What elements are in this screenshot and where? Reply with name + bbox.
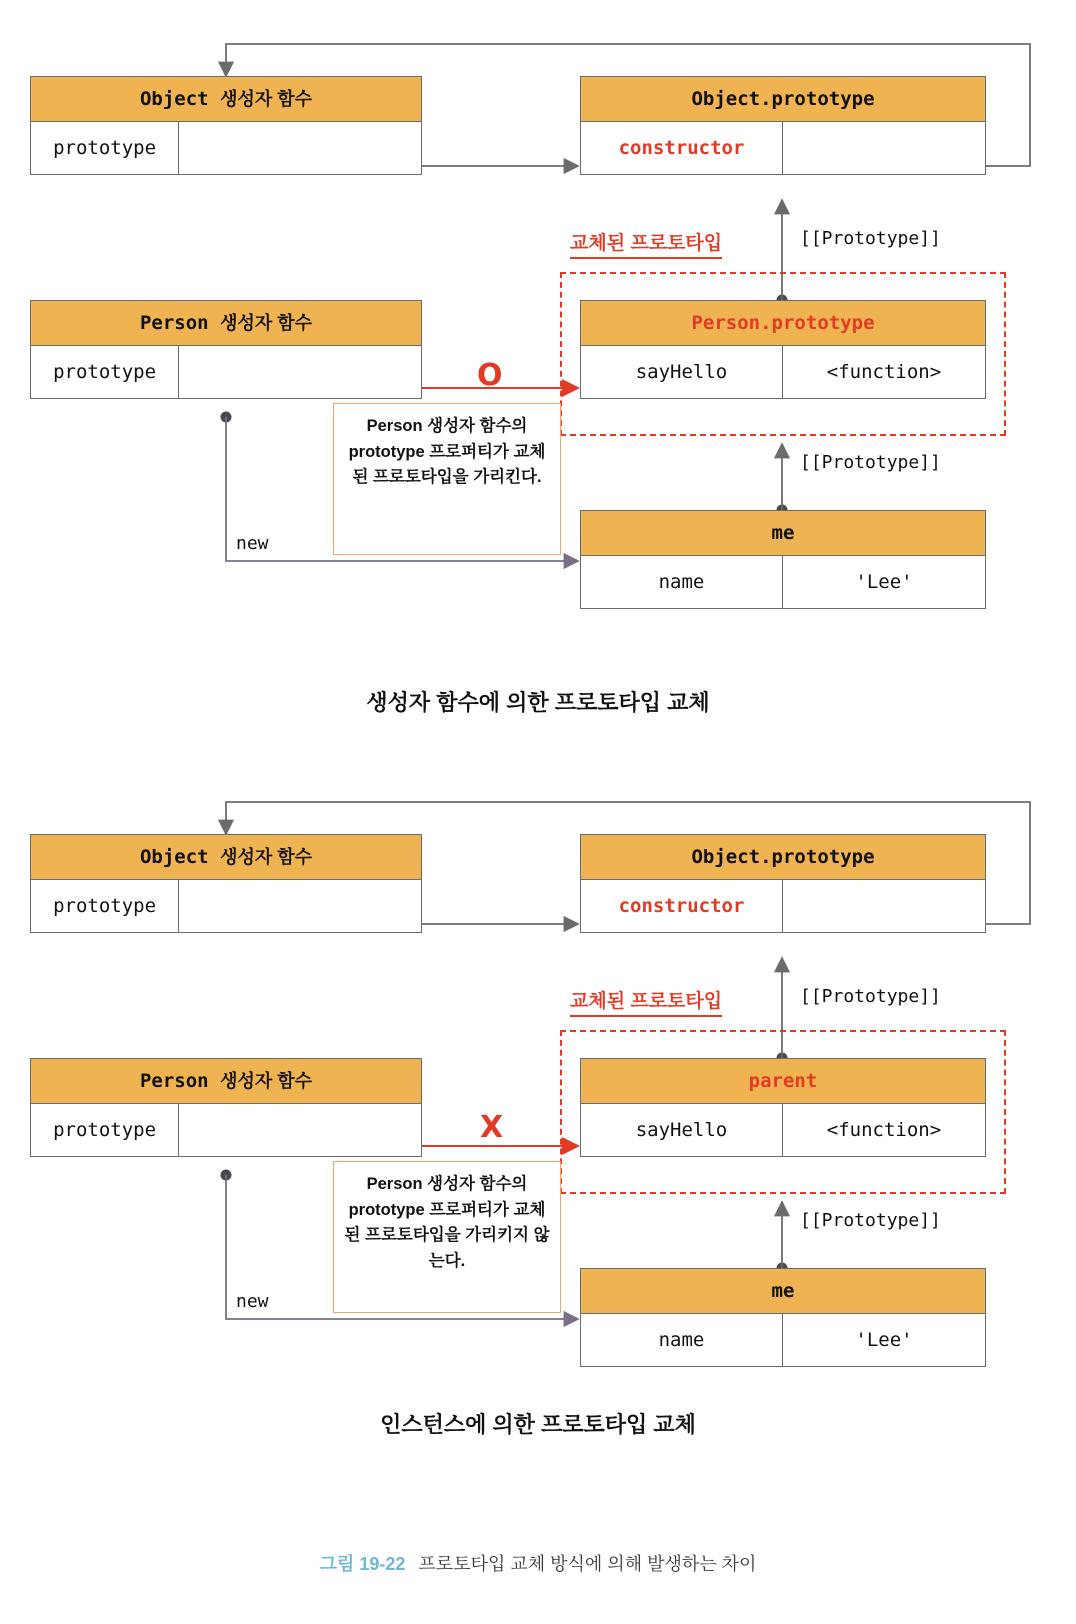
box-object-constructor — [30, 76, 422, 175]
table-row — [581, 122, 985, 174]
box-person-constructor — [30, 300, 422, 399]
box-header — [31, 835, 421, 880]
callout-instance-replacement: Person 생성자 함수의 prototype 프로퍼티가 교체된 프로토타입을 가리키지 않는다. — [333, 1161, 561, 1313]
box-object-prototype — [580, 76, 986, 175]
cell-value: 'Lee' — [855, 1329, 913, 1351]
box-person-prototype — [580, 300, 986, 399]
cell-value — [783, 880, 985, 932]
box-header — [31, 1059, 421, 1104]
mark-cross-icon: X — [480, 1110, 504, 1145]
table-row — [581, 1104, 985, 1156]
label-new-2: new — [236, 1291, 269, 1312]
cell-key: prototype — [31, 1104, 179, 1156]
figure-caption-text: 프로토타입 교체 방식에 의해 발생하는 차이 — [418, 1554, 757, 1574]
header-kr: 생성자 함수 — [220, 313, 313, 333]
cell-value — [179, 346, 421, 398]
cell-key: prototype — [31, 880, 179, 932]
box-object-prototype-2 — [580, 834, 986, 933]
diagram-title-constructor: 생성자 함수에 의한 프로토타입 교체 — [366, 690, 710, 715]
cell-key: sayHello — [581, 1104, 783, 1156]
box-me-instance-2 — [580, 1268, 986, 1367]
cell-key: prototype — [31, 122, 179, 174]
box-parent-prototype — [580, 1058, 986, 1157]
header-code: Person — [139, 1070, 209, 1092]
cell-key: prototype — [31, 346, 179, 398]
cell-key: sayHello — [581, 346, 783, 398]
label-prototype-link-bottom-2: [[Prototype]] — [800, 1210, 941, 1231]
cell-value — [783, 122, 985, 174]
table-row — [31, 346, 421, 398]
table-row — [31, 880, 421, 932]
table-row — [581, 346, 985, 398]
header-code: Object — [139, 846, 209, 868]
box-header: Object.prototype — [581, 77, 985, 122]
cell-value — [179, 122, 421, 174]
table-row — [31, 1104, 421, 1156]
header-code: Object — [139, 88, 209, 110]
box-person-constructor-2 — [30, 1058, 422, 1157]
cell-value: 'Lee' — [855, 571, 913, 593]
box-header: me — [581, 511, 985, 556]
label-prototype-link-top: [[Prototype]] — [800, 228, 941, 249]
box-header: Person.prototype — [581, 301, 985, 346]
box-header — [31, 301, 421, 346]
box-header — [31, 77, 421, 122]
cell-value: <function> — [826, 1119, 942, 1141]
diagram-title-instance: 인스턴스에 의한 프로토타입 교체 — [380, 1412, 696, 1437]
header-code: Person — [139, 312, 209, 334]
header-kr: 생성자 함수 — [220, 847, 313, 867]
table-row — [581, 556, 985, 608]
label-replaced-prototype: 교체된 프로토타입 — [570, 228, 722, 259]
figure-number: 그림 19-22 — [319, 1554, 406, 1574]
table-row — [581, 1314, 985, 1366]
box-header: Object.prototype — [581, 835, 985, 880]
label-replaced-prototype-2: 교체된 프로토타입 — [570, 986, 722, 1017]
box-header: me — [581, 1269, 985, 1314]
cell-key: name — [581, 1314, 783, 1366]
cell-key: constructor — [581, 122, 783, 174]
figure-caption — [0, 1550, 1076, 1576]
table-row — [31, 122, 421, 174]
header-kr: 생성자 함수 — [220, 89, 313, 109]
cell-value — [179, 1104, 421, 1156]
cell-key: constructor — [581, 880, 783, 932]
label-prototype-link-bottom: [[Prototype]] — [800, 452, 941, 473]
label-prototype-link-top-2: [[Prototype]] — [800, 986, 941, 1007]
box-header: parent — [581, 1059, 985, 1104]
cell-value — [179, 880, 421, 932]
box-me-instance — [580, 510, 986, 609]
mark-circle-icon: O — [477, 358, 503, 393]
header-kr: 생성자 함수 — [220, 1071, 313, 1091]
cell-key: name — [581, 556, 783, 608]
callout-constructor-replacement: Person 생성자 함수의 prototype 프로퍼티가 교체된 프로토타입을 가리킨다. — [333, 403, 561, 555]
box-object-constructor-2 — [30, 834, 422, 933]
cell-value: <function> — [826, 361, 942, 383]
label-new: new — [236, 533, 269, 554]
table-row — [581, 880, 985, 932]
